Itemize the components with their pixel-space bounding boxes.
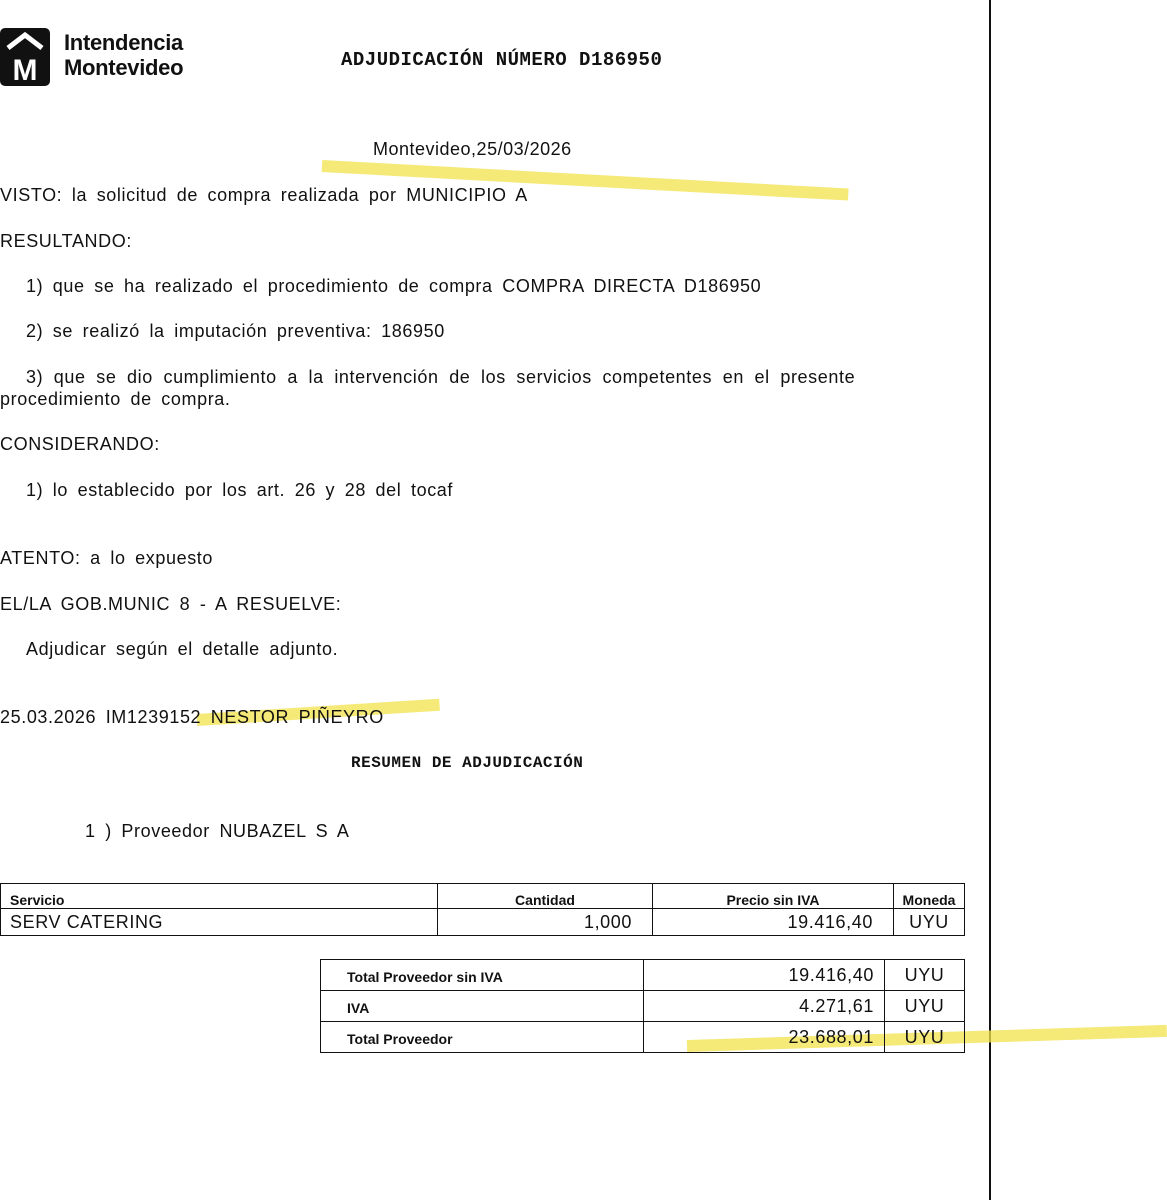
table-row bbox=[1, 909, 965, 936]
place-date: Montevideo,25/03/2026 bbox=[373, 139, 572, 159]
cell-servicio: SERV CATERING bbox=[1, 909, 438, 936]
col-header-moneda: Moneda bbox=[894, 884, 965, 909]
provider-line: 1 ) Proveedor NUBAZEL S A bbox=[85, 821, 350, 841]
resuelve-text: EL/LA GOB.MUNIC 8 - A RESUELVE: bbox=[0, 594, 342, 614]
svg-text:M: M bbox=[12, 54, 38, 86]
signature-line: 25.03.2026 IM1239152 NESTOR PIÑEYRO bbox=[0, 707, 384, 727]
items-table-header bbox=[1, 884, 965, 909]
col-header-cantidad: Cantidad bbox=[438, 884, 653, 909]
resultando-item-3-cont: procedimiento de compra. bbox=[0, 389, 231, 409]
col-header-precio: Precio sin IVA bbox=[653, 884, 894, 909]
visto-text: VISTO: la solicitud de compra realizada por MUNICIPIO A bbox=[0, 185, 528, 205]
summary-title: RESUMEN DE ADJUDICACIÓN bbox=[351, 754, 584, 772]
totals-row bbox=[321, 1022, 965, 1053]
resultando-item-1: 1) que se ha realizado el procedimiento de compra COMPRA DIRECTA D186950 bbox=[26, 276, 762, 296]
total-label: Total Proveedor sin IVA bbox=[321, 960, 644, 991]
atento-text: ATENTO: a lo expuesto bbox=[0, 548, 214, 568]
resultando-item-2: 2) se realizó la imputación preventiva: 186950 bbox=[26, 321, 445, 341]
col-header-servicio: Servicio bbox=[1, 884, 438, 909]
total-currency: UYU bbox=[885, 991, 965, 1022]
total-label: Total Proveedor bbox=[321, 1022, 644, 1053]
cell-moneda: UYU bbox=[894, 909, 965, 936]
document-title: ADJUDICACIÓN NÚMERO D186950 bbox=[341, 49, 663, 71]
resultando-heading: RESULTANDO: bbox=[0, 231, 132, 251]
page-edge-line bbox=[989, 0, 991, 1200]
totals-row bbox=[321, 960, 965, 991]
totals-row bbox=[321, 991, 965, 1022]
cell-precio: 19.416,40 bbox=[653, 909, 894, 936]
total-value: 4.271,61 bbox=[644, 991, 885, 1022]
items-table bbox=[0, 883, 965, 936]
total-label: IVA bbox=[321, 991, 644, 1022]
total-currency: UYU bbox=[885, 960, 965, 991]
adjudicar-text: Adjudicar según el detalle adjunto. bbox=[26, 639, 339, 659]
total-value: 19.416,40 bbox=[644, 960, 885, 991]
logo-text-line2: Montevideo bbox=[64, 55, 184, 80]
total-value: 23.688,01 bbox=[644, 1022, 885, 1053]
logo-icon bbox=[0, 28, 50, 86]
considerando-heading: CONSIDERANDO: bbox=[0, 434, 160, 454]
resultando-item-3: 3) que se dio cumplimiento a la intervención de los servicios competentes en el presente bbox=[26, 367, 856, 387]
considerando-item-1: 1) lo establecido por los art. 26 y 28 del tocaf bbox=[26, 480, 454, 500]
totals-table bbox=[320, 959, 965, 1053]
logo bbox=[0, 28, 50, 86]
logo-text-line1: Intendencia bbox=[64, 30, 183, 55]
total-currency: UYU bbox=[885, 1022, 965, 1053]
cell-cantidad: 1,000 bbox=[438, 909, 653, 936]
